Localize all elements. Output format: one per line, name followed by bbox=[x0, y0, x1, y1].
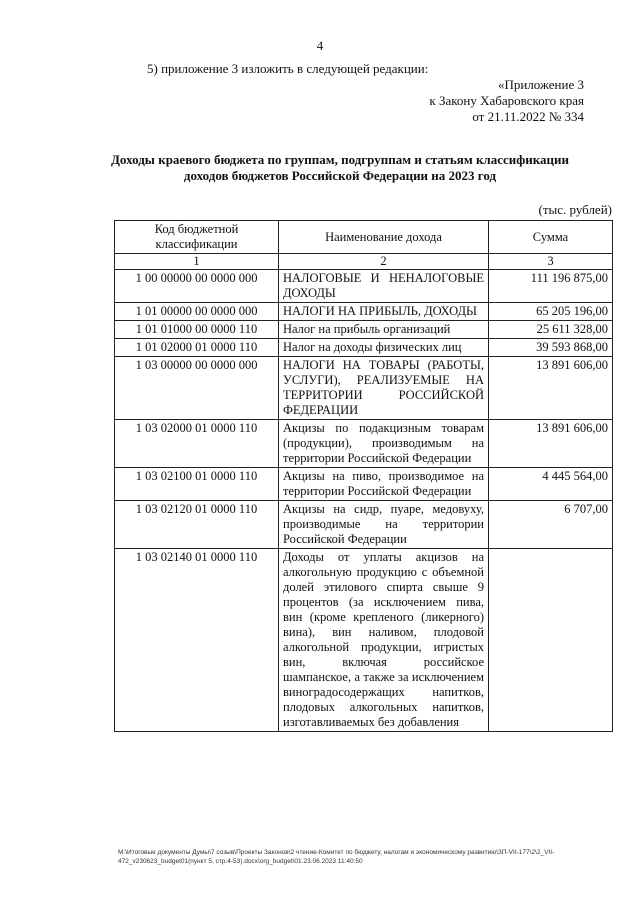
row-name: Акцизы на пиво, производимое на территории Российской Федерации bbox=[279, 468, 489, 501]
row-name: Налог на прибыль организаций bbox=[279, 321, 489, 339]
table-row bbox=[115, 501, 613, 549]
table-body bbox=[115, 270, 613, 732]
row-name: Налог на доходы физических лиц bbox=[279, 339, 489, 357]
row-code: 1 01 02000 01 0000 110 bbox=[115, 339, 279, 357]
row-amount: 65 205 196,00 bbox=[489, 303, 613, 321]
row-amount: 4 445 564,00 bbox=[489, 468, 613, 501]
row-code: 1 01 01000 00 0000 110 bbox=[115, 321, 279, 339]
row-code: 1 03 02000 01 0000 110 bbox=[115, 420, 279, 468]
column-number-row bbox=[115, 254, 613, 270]
appendix-line: «Приложение 3 bbox=[497, 77, 584, 92]
title-line: доходов бюджетов Российской Федерации на 2023 год bbox=[183, 168, 497, 183]
row-amount: 111 196 875,00 bbox=[489, 270, 613, 303]
page-number: 4 bbox=[316, 38, 324, 53]
table-row bbox=[115, 468, 613, 501]
column-number: 2 bbox=[279, 254, 489, 270]
appendix-line: к Закону Хабаровского края bbox=[429, 93, 584, 108]
header-code: Код бюджетной классификации bbox=[115, 221, 279, 254]
row-amount: 13 891 606,00 bbox=[489, 420, 613, 468]
table-row bbox=[115, 270, 613, 303]
row-amount: 25 611 328,00 bbox=[489, 321, 613, 339]
table-row bbox=[115, 339, 613, 357]
row-amount bbox=[489, 549, 613, 732]
budget-table bbox=[114, 220, 613, 732]
header-amount: Сумма bbox=[489, 221, 613, 254]
intro-text: 5) приложение 3 изложить в следующей редакции: bbox=[147, 61, 429, 76]
table-row bbox=[115, 321, 613, 339]
row-name: НАЛОГИ НА ТОВАРЫ (РАБОТЫ, УСЛУГИ), РЕАЛИЗУЕМЫЕ НА ТЕРРИТОРИИ РОССИЙСКОЙ ФЕДЕРАЦИИ bbox=[279, 357, 489, 420]
table-row bbox=[115, 420, 613, 468]
appendix-reference bbox=[429, 77, 584, 125]
row-name: Акцизы по подакцизным товарам (продукции), производимым на территории Российской Федерации bbox=[279, 420, 489, 468]
appendix-line: от 21.11.2022 № 334 bbox=[472, 109, 584, 124]
column-number: 1 bbox=[115, 254, 279, 270]
row-name: Акцизы на сидр, пуаре, медовуху, производимые на территории Российской Федерации bbox=[279, 501, 489, 549]
table-row bbox=[115, 357, 613, 420]
table-row bbox=[115, 303, 613, 321]
row-name: НАЛОГИ НА ПРИБЫЛЬ, ДОХОДЫ bbox=[279, 303, 489, 321]
table-row bbox=[115, 549, 613, 732]
row-amount: 39 593 868,00 bbox=[489, 339, 613, 357]
row-name: Доходы от уплаты акцизов на алкогольную продукцию с объемной долей этилового спирта свыше 9 процентов (за исключением пива, вин (кроме крепленого (ликерного) вина), вин наливом, плодовой алкогольной продукции, игристых вин, включая российское шампанское, а также за исключением виноградосодержащих напитков, плодовых алкогольных напитков, изготавливаемых без добавления bbox=[279, 549, 489, 732]
row-name: НАЛОГОВЫЕ И НЕНАЛОГОВЫЕ ДОХОДЫ bbox=[279, 270, 489, 303]
document-title bbox=[90, 152, 590, 184]
column-number: 3 bbox=[489, 254, 613, 270]
row-code: 1 01 00000 00 0000 000 bbox=[115, 303, 279, 321]
row-code: 1 00 00000 00 0000 000 bbox=[115, 270, 279, 303]
row-code: 1 03 02120 01 0000 110 bbox=[115, 501, 279, 549]
row-code: 1 03 00000 00 0000 000 bbox=[115, 357, 279, 420]
header-name: Наименование дохода bbox=[279, 221, 489, 254]
table-header-row bbox=[115, 221, 613, 254]
title-line: Доходы краевого бюджета по группам, подгруппам и статьям классификации bbox=[110, 152, 570, 167]
row-amount: 6 707,00 bbox=[489, 501, 613, 549]
units-label: (тыс. рублей) bbox=[538, 202, 612, 217]
row-amount: 13 891 606,00 bbox=[489, 357, 613, 420]
row-code: 1 03 02140 01 0000 110 bbox=[115, 549, 279, 732]
row-code: 1 03 02100 01 0000 110 bbox=[115, 468, 279, 501]
footer-path: M:\Итоговые документы Думы\7 созыв\Проекты Законов\2 чтение-Комитет по бюджету, налогам и экономическому развитию\ЗП-VII-177\2\2_VII-472_v230623_budget01(пункт 5, стр.4-53).docx\org_budget\01.23.06.2023 11:40:50 bbox=[118, 849, 555, 865]
